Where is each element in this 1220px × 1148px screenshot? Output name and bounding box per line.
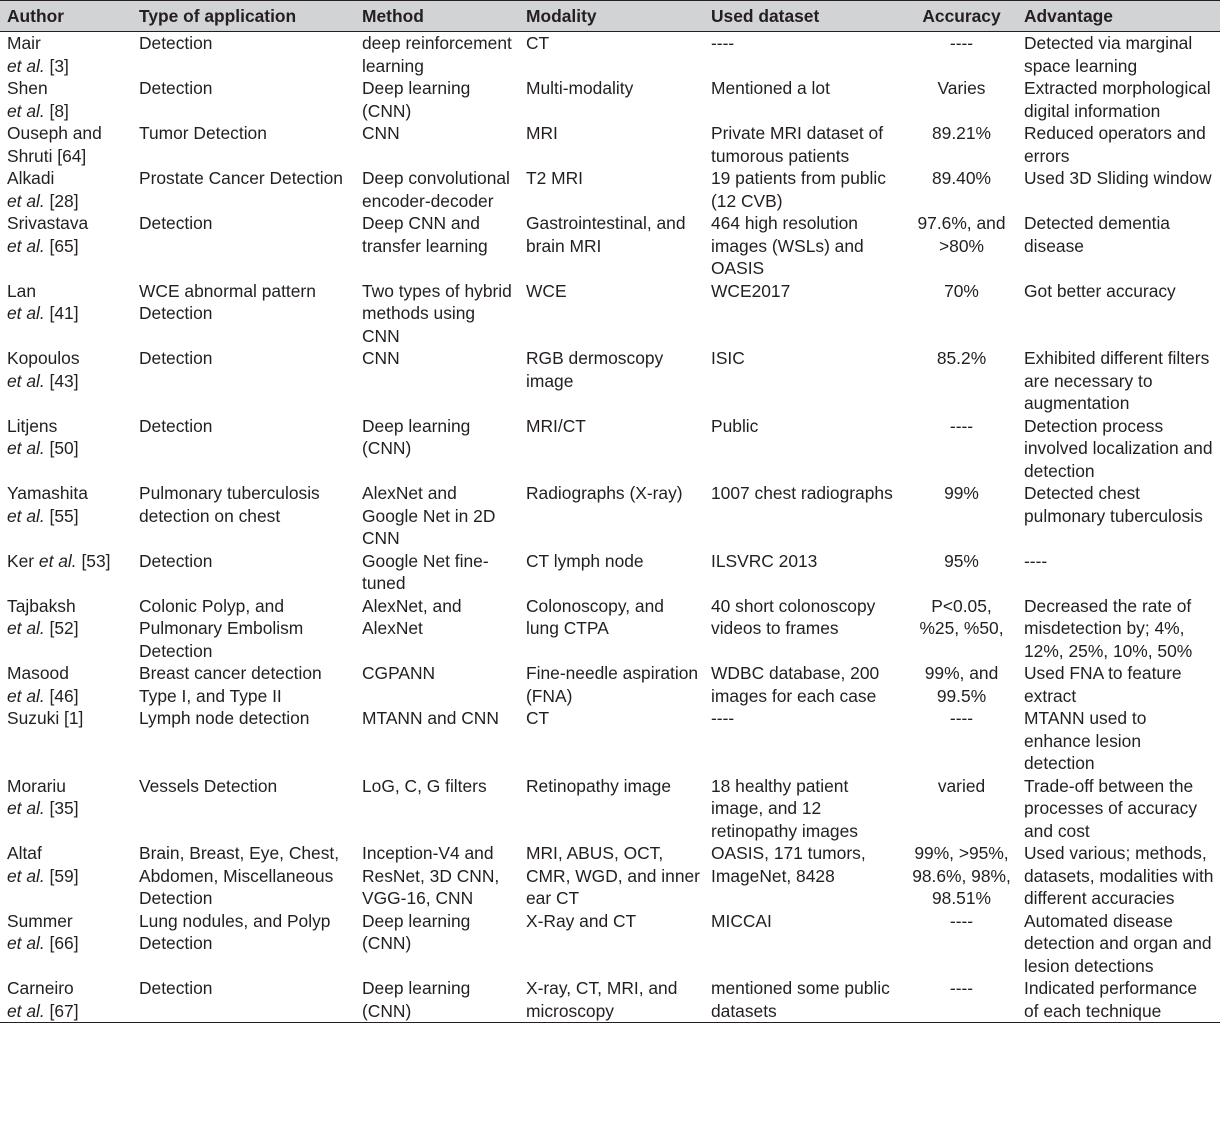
cell-modality: Fine-needle aspiration (FNA) <box>526 663 699 706</box>
cell-modality: CT <box>526 33 550 53</box>
cell-type: Lung nodules, and Polyp Detection <box>139 910 331 953</box>
cell-advantage: Extracted morphological digital information <box>1024 78 1211 121</box>
author-reference: [8] <box>44 100 69 121</box>
cell-author <box>0 595 132 663</box>
table-row <box>0 550 1220 595</box>
author-etal: et al. <box>7 370 45 391</box>
table-row <box>0 842 1220 910</box>
table-row <box>0 662 1220 707</box>
author-etal: et al. <box>7 438 45 458</box>
cell-accuracy: ---- <box>949 33 974 53</box>
cell-type: WCE abnormal pattern Detection <box>139 280 316 323</box>
header-dataset: Used dataset <box>711 5 820 26</box>
cell-advantage: Detection process involved localization and detection <box>1024 415 1213 481</box>
author-reference: [55] <box>44 505 79 526</box>
header-accuracy: Accuracy <box>922 5 1001 26</box>
cell-author <box>0 167 132 212</box>
cell-author <box>0 842 132 910</box>
table-row <box>0 910 1220 978</box>
table-row <box>0 32 1220 78</box>
cell-modality: X-ray, CT, MRI, and microscopy <box>526 978 678 1021</box>
author-reference: [52] <box>44 618 79 638</box>
cell-author <box>0 280 132 348</box>
author-reference: [59] <box>44 865 79 886</box>
cell-modality: MRI <box>526 123 558 143</box>
cell-accuracy: ---- <box>949 708 974 728</box>
table-row <box>0 347 1220 415</box>
cell-author <box>0 415 132 483</box>
author-etal: et al. <box>7 865 45 886</box>
cell-type: Lymph node detection <box>139 708 310 728</box>
header-author: Author <box>7 5 64 26</box>
author-etal: et al. <box>7 933 45 953</box>
author-name: Morariu <box>7 775 66 796</box>
cell-advantage: Detected dementia disease <box>1024 213 1170 256</box>
table-row <box>0 775 1220 843</box>
cell-accuracy: 99%, and 99.5% <box>924 663 999 706</box>
cell-accuracy: 99% <box>944 483 979 503</box>
cell-accuracy: 95% <box>944 550 979 571</box>
cell-method: MTANN and CNN <box>362 708 499 728</box>
cell-type: Detection <box>139 978 213 998</box>
header-modality: Modality <box>526 5 597 26</box>
cell-accuracy: Varies <box>937 78 986 98</box>
table-row <box>0 482 1220 550</box>
cell-method: Deep learning (CNN) <box>362 78 471 121</box>
cell-modality: Radiographs (X-ray) <box>526 483 683 503</box>
table-row <box>0 977 1220 1023</box>
author-name: Tajbaksh <box>7 595 76 616</box>
cell-modality: RGB dermoscopy image <box>526 348 664 391</box>
author-name: Lan <box>7 280 37 301</box>
cell-advantage: Detected chest pulmonary tuberculosis <box>1024 483 1203 526</box>
cell-method: Deep learning (CNN) <box>362 415 471 458</box>
cell-method: Deep CNN and transfer learning <box>362 213 488 256</box>
table-header <box>0 1 1220 32</box>
author-reference: [67] <box>44 1000 79 1021</box>
table-body <box>0 32 1220 1023</box>
author-reference: [35] <box>44 798 79 818</box>
author-reference: [28] <box>44 190 79 211</box>
table-row <box>0 707 1220 775</box>
author-name-cont: Shruti [64] <box>7 145 87 166</box>
table-row <box>0 122 1220 167</box>
cell-accuracy: ---- <box>949 910 974 931</box>
cell-dataset: mentioned some public datasets <box>711 978 890 1021</box>
author-name: Yamashita <box>7 483 88 503</box>
author-etal: et al. <box>38 550 77 571</box>
cell-method: Deep convolutional encoder-decoder <box>362 168 510 211</box>
cell-accuracy: ---- <box>949 415 974 436</box>
cell-dataset: WCE2017 <box>711 280 791 301</box>
author-name: Shen <box>7 78 48 98</box>
cell-author <box>0 550 132 595</box>
author-etal: et al. <box>7 55 45 76</box>
cell-modality: Retinopathy image <box>526 775 672 796</box>
cell-dataset: 1007 chest radiographs <box>711 483 893 503</box>
cell-method: CGPANN <box>362 663 436 683</box>
cell-modality: Colonoscopy, and lung CTPA <box>526 595 664 638</box>
author-etal: et al. <box>7 685 45 706</box>
author-name: Litjens <box>7 415 58 436</box>
cell-author <box>0 910 132 978</box>
cell-type: Prostate Cancer Detection <box>139 168 343 188</box>
author-reference: [50] <box>44 438 79 458</box>
author-reference: [53] <box>76 550 111 571</box>
author-reference: [3] <box>44 55 69 76</box>
table-row <box>0 167 1220 212</box>
cell-type: Detection <box>139 33 213 53</box>
cell-type: Tumor Detection <box>139 123 267 143</box>
table-row <box>0 415 1220 483</box>
author-reference: [46] <box>44 685 79 706</box>
cell-modality: WCE <box>526 280 567 301</box>
author-name: Mair <box>7 33 41 53</box>
cell-author <box>0 775 132 843</box>
cell-accuracy: 85.2% <box>936 348 987 368</box>
cell-type: Detection <box>139 78 213 98</box>
cell-dataset: ---- <box>711 33 735 53</box>
cell-type: Pulmonary tuberculosis detection on chest <box>139 483 320 526</box>
cell-dataset: ---- <box>711 708 735 728</box>
cell-dataset: MICCAI <box>711 910 772 931</box>
cell-author <box>0 977 132 1023</box>
cell-modality: Gastrointestinal, and brain MRI <box>526 213 686 256</box>
cell-modality: X-Ray and CT <box>526 910 637 931</box>
cell-dataset: Public <box>711 415 759 436</box>
cell-dataset: 40 short colonoscopy videos to frames <box>711 595 876 638</box>
author-etal: et al. <box>7 1000 45 1021</box>
header-type: Type of application <box>139 5 297 26</box>
cell-method: AlexNet and Google Net in 2D CNN <box>362 483 496 548</box>
cell-accuracy: varied <box>937 775 986 796</box>
cell-author <box>0 662 132 707</box>
author-name: Altaf <box>7 843 42 863</box>
cell-accuracy: 97.6%, and >80% <box>917 213 1006 256</box>
author-name: Ker <box>7 550 39 571</box>
cell-advantage: Used 3D Sliding window <box>1024 168 1212 188</box>
cell-advantage: Used FNA to feature extract <box>1024 663 1182 706</box>
cell-method: Google Net fine-tuned <box>362 550 489 593</box>
table-row <box>0 280 1220 348</box>
cell-method: CNN <box>362 348 400 368</box>
author-name: Carneiro <box>7 978 74 998</box>
cell-method: AlexNet, and AlexNet <box>362 595 462 638</box>
cell-accuracy: 89.21% <box>932 123 991 143</box>
cell-author <box>0 347 132 415</box>
author-name: Alkadi <box>7 168 55 188</box>
cell-accuracy: 89.40% <box>932 168 991 188</box>
cell-author <box>0 707 132 775</box>
cell-method: Inception-V4 and ResNet, 3D CNN, VGG-16, CNN <box>362 843 500 908</box>
author-name: Suzuki [1] <box>7 708 84 728</box>
author-etal: et al. <box>7 798 45 818</box>
cell-advantage: ---- <box>1024 550 1048 571</box>
cell-type: Detection <box>139 550 213 571</box>
cell-dataset: ISIC <box>711 348 745 368</box>
cell-method: deep reinforcement learning <box>362 33 512 76</box>
header-row <box>0 1 1220 32</box>
cell-advantage: Trade-off between the processes of accuracy and cost <box>1024 775 1198 841</box>
cell-dataset: Mentioned a lot <box>711 78 830 98</box>
cell-modality: CT lymph node <box>526 550 644 571</box>
author-name: Ouseph and <box>7 123 102 143</box>
table-row <box>0 595 1220 663</box>
author-reference: [43] <box>44 370 79 391</box>
cell-advantage: Reduced operators and errors <box>1024 123 1206 166</box>
cell-type: Colonic Polyp, and Pulmonary Embolism Detection <box>139 595 304 661</box>
cell-method: Two types of hybrid methods using CNN <box>362 280 512 346</box>
author-etal: et al. <box>7 100 45 121</box>
cell-type: Brain, Breast, Eye, Chest, Abdomen, Miscellaneous Detection <box>139 843 340 908</box>
author-reference: [41] <box>44 303 79 323</box>
author-etal: et al. <box>7 618 45 638</box>
cell-author <box>0 212 132 280</box>
author-etal: et al. <box>7 303 45 323</box>
cell-dataset: 464 high resolution images (WSLs) and OASIS <box>711 213 864 278</box>
author-etal: et al. <box>7 190 45 211</box>
cell-type: Breast cancer detection Type I, and Type II <box>139 663 322 706</box>
table-row <box>0 77 1220 122</box>
author-reference: [65] <box>44 235 79 256</box>
cell-method: Deep learning (CNN) <box>362 910 471 953</box>
cell-advantage: Exhibited different filters are necessary to augmentation <box>1024 348 1210 413</box>
cell-accuracy: 70% <box>944 280 979 301</box>
author-reference: [66] <box>44 933 79 953</box>
cell-type: Detection <box>139 348 213 368</box>
cell-dataset: OASIS, 171 tumors, ImageNet, 8428 <box>711 843 866 886</box>
author-name: Summer <box>7 910 73 931</box>
cell-advantage: Used various; methods, datasets, modalities with different accuracies <box>1024 843 1214 908</box>
cell-advantage: Detected via marginal space learning <box>1024 33 1193 76</box>
cell-method: CNN <box>362 123 400 143</box>
cell-dataset: 18 healthy patient image, and 12 retinopathy images <box>711 775 858 841</box>
cell-method: LoG, C, G filters <box>362 775 487 796</box>
cell-modality: CT <box>526 708 550 728</box>
cell-advantage: Automated disease detection and organ and lesion detections <box>1024 910 1212 976</box>
cell-author <box>0 77 132 122</box>
author-name: Masood <box>7 663 69 683</box>
cell-modality: T2 MRI <box>526 168 584 188</box>
author-etal: et al. <box>7 505 45 526</box>
table-row <box>0 212 1220 280</box>
cell-dataset: WDBC database, 200 images for each case <box>711 663 880 706</box>
cell-dataset: 19 patients from public (12 CVB) <box>711 168 886 211</box>
cell-advantage: Got better accuracy <box>1024 280 1176 301</box>
author-name: Kopoulos <box>7 348 80 368</box>
cell-modality: Multi-modality <box>526 78 634 98</box>
header-method: Method <box>362 5 424 26</box>
author-name: Srivastava <box>7 213 89 233</box>
cell-author <box>0 122 132 167</box>
cell-accuracy: P<0.05, %25, %50, <box>919 595 1004 638</box>
cell-type: Detection <box>139 213 213 233</box>
cell-advantage: Indicated performance of each technique <box>1024 978 1198 1021</box>
cell-modality: MRI, ABUS, OCT, CMR, WGD, and inner ear CT <box>526 843 700 908</box>
cell-dataset: Private MRI dataset of tumorous patients <box>711 123 884 166</box>
cell-method: Deep learning (CNN) <box>362 978 471 1021</box>
cell-dataset: ILSVRC 2013 <box>711 550 818 571</box>
cell-author <box>0 32 132 78</box>
cell-type: Detection <box>139 415 213 436</box>
cell-type: Vessels Detection <box>139 775 278 796</box>
cell-advantage: MTANN used to enhance lesion detection <box>1024 708 1147 773</box>
cell-author <box>0 482 132 550</box>
header-advantage: Advantage <box>1024 5 1113 26</box>
cell-accuracy: 99%, >95%, 98.6%, 98%, 98.51% <box>912 843 1011 908</box>
cell-modality: MRI/CT <box>526 415 586 436</box>
author-etal: et al. <box>7 235 45 256</box>
cell-accuracy: ---- <box>949 978 974 998</box>
cell-advantage: Decreased the rate of misdetection by; 4%, 12%, 25%, 10%, 50% <box>1024 595 1193 661</box>
